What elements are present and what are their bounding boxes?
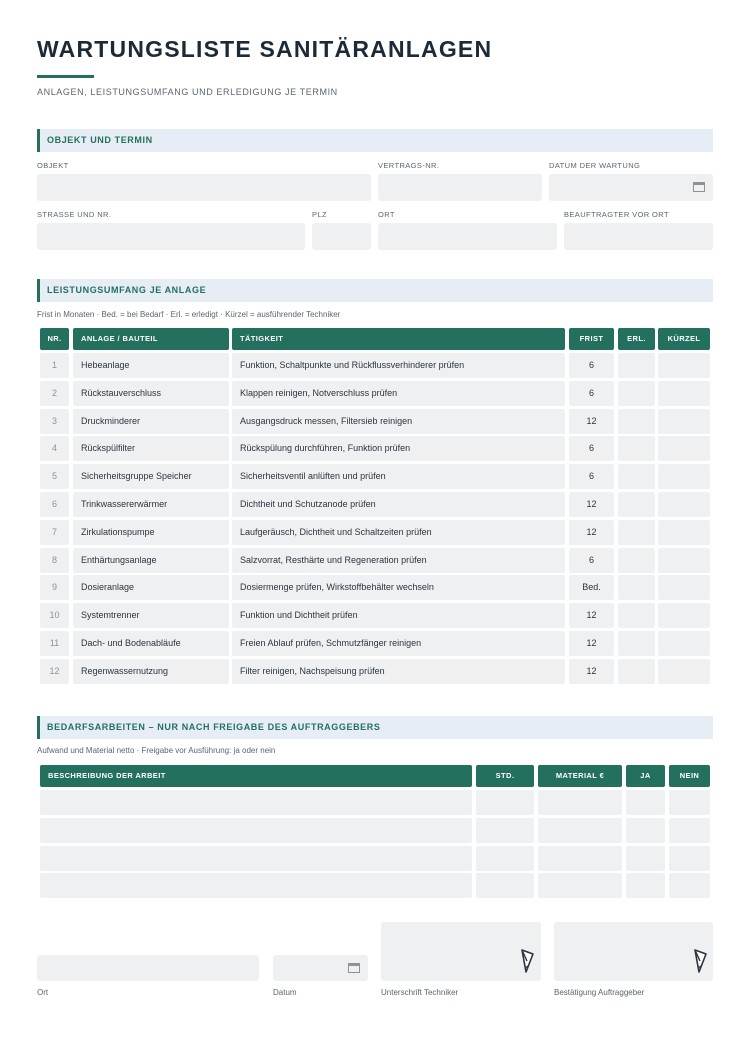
extra-note: Aufwand und Material netto · Freigabe vor Ausführung: ja oder nein — [37, 746, 276, 755]
cell-ja-input[interactable] — [626, 818, 665, 843]
cell-erl-input[interactable] — [618, 520, 655, 545]
cell-taetigkeit: Laufgeräusch, Dichtheit und Schaltzeiten prüfen — [232, 520, 565, 545]
ort-signature-field[interactable] — [37, 955, 259, 981]
cell-anlage: Hebeanlage — [73, 353, 229, 378]
cell-nein-input[interactable] — [669, 873, 710, 898]
label-ort: ORT — [378, 210, 395, 219]
cell-erl-input[interactable] — [618, 381, 655, 406]
cell-nein-input[interactable] — [669, 818, 710, 843]
datum-signature-field[interactable] — [273, 955, 368, 981]
cell-taetigkeit: Freien Ablauf prüfen, Schmutzfänger reinigen — [232, 631, 565, 656]
cell-erl-input[interactable] — [618, 548, 655, 573]
label-vertrags-nr: VERTRAGS-NR. — [378, 161, 440, 170]
cell-beschreibung-input[interactable] — [40, 818, 472, 843]
cell-kuerzel-input[interactable] — [658, 409, 710, 434]
cell-frist: 12 — [569, 603, 614, 628]
column-header-taetigkeit: TÄTIGKEIT — [232, 328, 565, 350]
cell-nr: 5 — [40, 464, 69, 489]
cell-frist: 6 — [569, 381, 614, 406]
cell-taetigkeit: Dosiermenge prüfen, Wirkstoffbehälter wechseln — [232, 575, 565, 600]
ort-field[interactable] — [378, 223, 557, 250]
cell-erl-input[interactable] — [618, 353, 655, 378]
cell-kuerzel-input[interactable] — [658, 575, 710, 600]
label-objekt: OBJEKT — [37, 161, 69, 170]
vertrags-nr-field[interactable] — [378, 174, 542, 201]
cell-ja-input[interactable] — [626, 790, 665, 815]
cell-erl-input[interactable] — [618, 575, 655, 600]
column-header-material: MATERIAL € — [538, 765, 622, 787]
cell-frist: 6 — [569, 548, 614, 573]
cell-taetigkeit: Dichtheit und Schutzanode prüfen — [232, 492, 565, 517]
column-header-kuerzel: KÜRZEL — [658, 328, 710, 350]
column-header-frist: FRIST — [569, 328, 614, 350]
cell-kuerzel-input[interactable] — [658, 492, 710, 517]
cell-erl-input[interactable] — [618, 409, 655, 434]
cell-erl-input[interactable] — [618, 659, 655, 684]
label-strasse: STRASSE UND NR. — [37, 210, 112, 219]
cell-nr: 4 — [40, 436, 69, 461]
column-header-nein: NEIN — [669, 765, 710, 787]
cell-nr: 8 — [40, 548, 69, 573]
section-heading-scope: LEISTUNGSUMFANG JE ANLAGE — [47, 285, 207, 295]
cell-taetigkeit: Funktion, Schaltpunkte und Rückflussverhinderer prüfen — [232, 353, 565, 378]
cell-taetigkeit: Salzvorrat, Resthärte und Regeneration prüfen — [232, 548, 565, 573]
cell-std-input[interactable] — [476, 873, 534, 898]
cell-anlage: Druckminderer — [73, 409, 229, 434]
cell-beschreibung-input[interactable] — [40, 873, 472, 898]
cell-ja-input[interactable] — [626, 873, 665, 898]
cell-material-input[interactable] — [538, 873, 622, 898]
cell-beschreibung-input[interactable] — [40, 846, 472, 871]
cell-kuerzel-input[interactable] — [658, 548, 710, 573]
calendar-icon[interactable] — [348, 963, 360, 973]
cell-erl-input[interactable] — [618, 631, 655, 656]
cell-kuerzel-input[interactable] — [658, 381, 710, 406]
cell-anlage: Rückspülfilter — [73, 436, 229, 461]
cell-kuerzel-input[interactable] — [658, 631, 710, 656]
objekt-field[interactable] — [37, 174, 371, 201]
cell-frist: 12 — [569, 631, 614, 656]
cell-kuerzel-input[interactable] — [658, 436, 710, 461]
pen-icon — [692, 948, 708, 974]
cell-taetigkeit: Klappen reinigen, Notverschluss prüfen — [232, 381, 565, 406]
calendar-icon[interactable] — [693, 182, 705, 192]
cell-anlage: Systemtrenner — [73, 603, 229, 628]
column-header-ja: JA — [626, 765, 665, 787]
cell-std-input[interactable] — [476, 846, 534, 871]
caption-ort: Ort — [37, 988, 49, 997]
cell-erl-input[interactable] — [618, 492, 655, 517]
section-header-extra — [37, 716, 713, 739]
column-header-nr: NR. — [40, 328, 69, 350]
cell-ja-input[interactable] — [626, 846, 665, 871]
cell-kuerzel-input[interactable] — [658, 520, 710, 545]
cell-kuerzel-input[interactable] — [658, 353, 710, 378]
cell-nr: 11 — [40, 631, 69, 656]
beauftragter-field[interactable] — [564, 223, 713, 250]
page-subtitle: ANLAGEN, LEISTUNGSUMFANG UND ERLEDIGUNG JE TERMIN — [37, 87, 338, 97]
caption-datum: Datum — [273, 988, 297, 997]
column-header-anlage: ANLAGE / BAUTEIL — [73, 328, 229, 350]
cell-nr: 9 — [40, 575, 69, 600]
scope-legend-note: Frist in Monaten · Bed. = bei Bedarf · Erl. = erledigt · Kürzel = ausführender Techniker — [37, 310, 341, 319]
cell-anlage: Rückstauverschluss — [73, 381, 229, 406]
cell-anlage: Regenwassernutzung — [73, 659, 229, 684]
cell-erl-input[interactable] — [618, 436, 655, 461]
cell-frist: Bed. — [569, 575, 614, 600]
cell-anlage: Enthärtungsanlage — [73, 548, 229, 573]
cell-frist: 6 — [569, 464, 614, 489]
cell-taetigkeit: Funktion und Dichtheit prüfen — [232, 603, 565, 628]
label-beauftragter: BEAUFTRAGTER VOR ORT — [564, 210, 669, 219]
caption-techniker: Unterschrift Techniker — [381, 988, 459, 997]
cell-nr: 7 — [40, 520, 69, 545]
auftraggeber-signature-box[interactable] — [554, 922, 713, 981]
cell-anlage: Dosieranlage — [73, 575, 229, 600]
pen-icon — [519, 948, 535, 974]
cell-anlage: Dach- und Bodenabläufe — [73, 631, 229, 656]
cell-std-input[interactable] — [476, 790, 534, 815]
section-header-object — [37, 129, 713, 152]
label-datum-wartung: DATUM DER WARTUNG — [549, 161, 641, 170]
cell-std-input[interactable] — [476, 818, 534, 843]
plz-field[interactable] — [312, 223, 371, 250]
techniker-signature-box[interactable] — [381, 922, 541, 981]
cell-erl-input[interactable] — [618, 603, 655, 628]
section-heading-extra: BEDARFSARBEITEN – NUR NACH FREIGABE DES AUFTRAGGEBERS — [47, 722, 381, 732]
cell-erl-input[interactable] — [618, 464, 655, 489]
section-header-scope — [37, 279, 713, 302]
cell-taetigkeit: Rückspülung durchführen, Funktion prüfen — [232, 436, 565, 461]
cell-nr: 10 — [40, 603, 69, 628]
cell-frist: 6 — [569, 353, 614, 378]
cell-nr: 2 — [40, 381, 69, 406]
caption-auftraggeber: Bestätigung Auftraggeber — [554, 988, 645, 997]
datum-wartung-field[interactable] — [549, 174, 713, 201]
section-heading-object: OBJEKT UND TERMIN — [47, 135, 153, 145]
cell-kuerzel-input[interactable] — [658, 464, 710, 489]
cell-frist: 12 — [569, 520, 614, 545]
cell-frist: 6 — [569, 436, 614, 461]
cell-material-input[interactable] — [538, 790, 622, 815]
cell-nr: 3 — [40, 409, 69, 434]
cell-nr: 12 — [40, 659, 69, 684]
cell-anlage: Trinkwassererwärmer — [73, 492, 229, 517]
cell-kuerzel-input[interactable] — [658, 603, 710, 628]
cell-frist: 12 — [569, 659, 614, 684]
cell-kuerzel-input[interactable] — [658, 659, 710, 684]
column-header-beschreibung: BESCHREIBUNG DER ARBEIT — [40, 765, 472, 787]
label-plz: PLZ — [312, 210, 327, 219]
cell-material-input[interactable] — [538, 846, 622, 871]
page-title: WARTUNGSLISTE SANITÄRANLAGEN — [37, 36, 493, 62]
title-underline — [37, 75, 94, 78]
cell-taetigkeit: Filter reinigen, Nachspeisung prüfen — [232, 659, 565, 684]
column-header-erl: ERL. — [618, 328, 655, 350]
cell-nr: 1 — [40, 353, 69, 378]
cell-anlage: Zirkulationspumpe — [73, 520, 229, 545]
cell-frist: 12 — [569, 409, 614, 434]
cell-taetigkeit: Sicherheitsventil anlüften und prüfen — [232, 464, 565, 489]
cell-nein-input[interactable] — [669, 846, 710, 871]
strasse-field[interactable] — [37, 223, 305, 250]
column-header-std: STD. — [476, 765, 534, 787]
cell-anlage: Sicherheitsgruppe Speicher — [73, 464, 229, 489]
cell-beschreibung-input[interactable] — [40, 790, 472, 815]
cell-frist: 12 — [569, 492, 614, 517]
cell-nein-input[interactable] — [669, 790, 710, 815]
cell-nr: 6 — [40, 492, 69, 517]
cell-material-input[interactable] — [538, 818, 622, 843]
cell-taetigkeit: Ausgangsdruck messen, Filtersieb reinigen — [232, 409, 565, 434]
